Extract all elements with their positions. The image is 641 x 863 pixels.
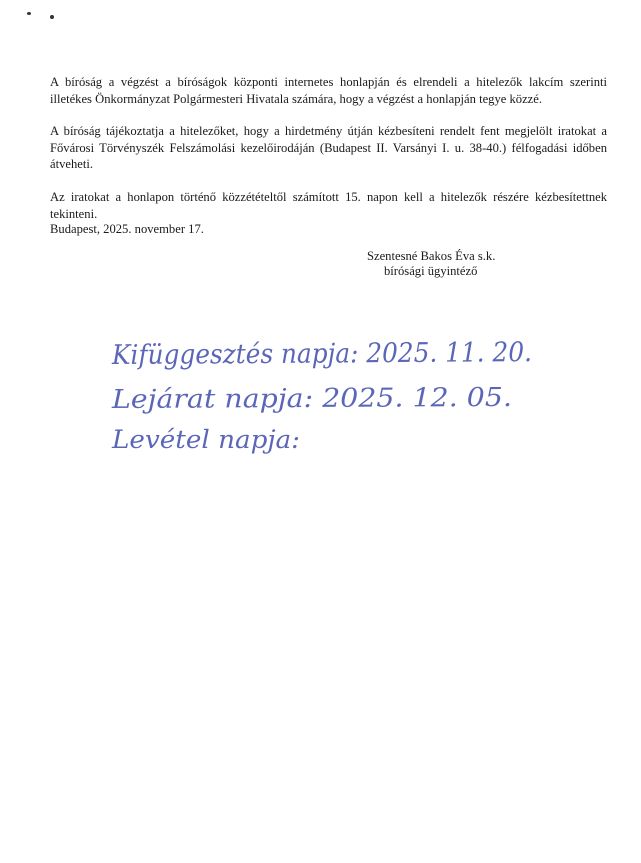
text-line: Fővárosi Törvényszék Felszámolási kezelőirodáján (Budapest II. Varsányi I. u. 38-40.) félfogadási időben: [50, 140, 607, 155]
text-line: A bíróság tájékoztatja a hitelezőket, hogy a hirdetmény útján kézbesíteni rendelt fent megjelölt iratokat a: [50, 124, 607, 138]
text-line: Az iratokat a honlapon történő közzétételtől számított 15. napon kell a hitelezők részére kézbesítettnek: [50, 190, 607, 204]
text-line: átveheti.: [50, 157, 94, 171]
place-date: Budapest, 2025. november 17.: [50, 222, 204, 236]
handwriting-posting-date: Kifüggesztés napja: 2025. 11. 20.: [111, 336, 570, 371]
text-line: illetékes Önkormányzat Polgármesteri Hivatala számára, hogy a végzést a honlapján tegye közzé.: [50, 91, 543, 106]
handwriting-expiry-date: Lejárat napja: 2025. 12. 05.: [111, 383, 479, 415]
text-line: A bíróság a végzést a bíróságok központi internetes honlapján és elrendeli a hitelezők lakcím szerinti: [50, 75, 607, 89]
handwriting-removal-date: Levétel napja:: [110, 425, 300, 454]
text-line: tekinteni.: [50, 206, 98, 221]
signature-title: bírósági ügyintéző: [384, 264, 478, 278]
signature-name: Szentesné Bakos Éva s.k.: [367, 249, 496, 263]
